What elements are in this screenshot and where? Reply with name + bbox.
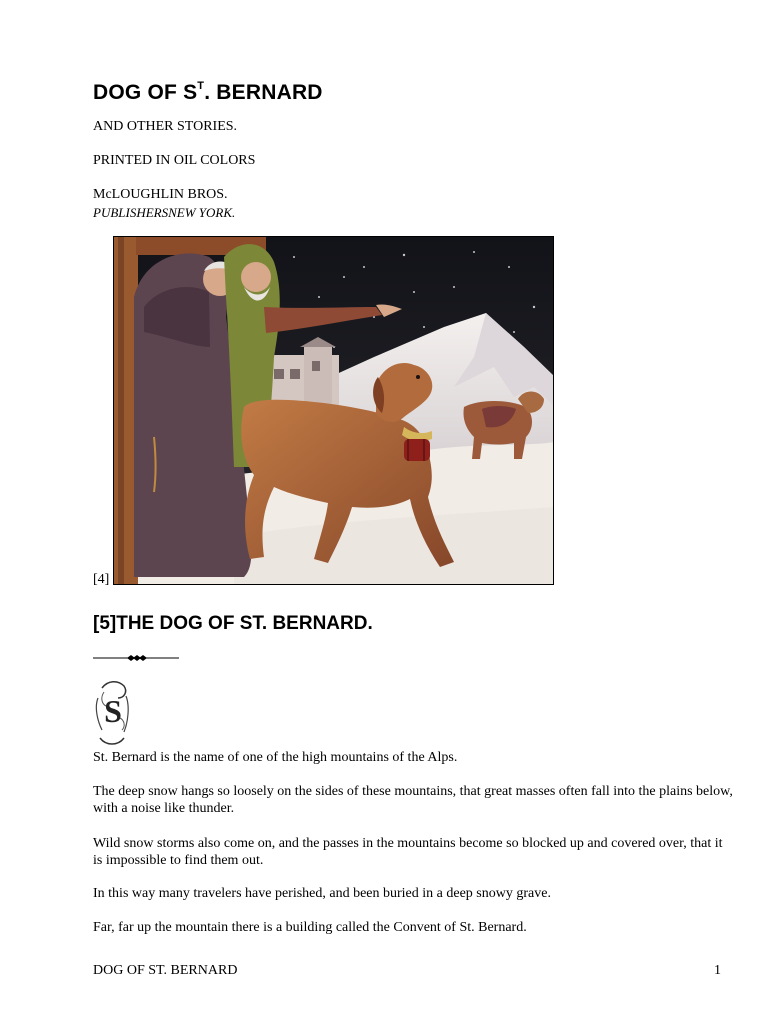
- decorative-dropcap-s-icon: [94, 678, 132, 753]
- paragraph-3: Wild snow storms also come on, and the passes in the mountains become so blocked up and covered over, that it is impossible to find them out.: [93, 836, 723, 868]
- chapter-heading: [5]THE DOG OF ST. BERNARD.: [93, 613, 373, 634]
- footer-page-number: 1: [714, 963, 721, 978]
- paragraph-1: St. Bernard is the name of one of the high mountains of the Alps.: [93, 750, 458, 765]
- monks-and-dogs-illustration: [113, 236, 554, 585]
- printing-note: PRINTED IN OIL COLORS: [93, 153, 256, 168]
- publisher-place: PUBLISHERSNEW YORK.: [93, 205, 236, 220]
- paragraph-5: Far, far up the mountain there is a building called the Convent of St. Bernard.: [93, 920, 527, 935]
- document-title: DOG OF $S^T$. BERNARD: [93, 80, 323, 104]
- svg-text:S: S: [104, 693, 122, 729]
- page-marker-4: [4]: [93, 572, 110, 587]
- footer-running-title: DOG OF ST. BERNARD: [93, 963, 238, 978]
- ornamental-divider-icon: [93, 650, 179, 668]
- subtitle: AND OTHER STORIES.: [93, 119, 238, 134]
- paragraph-2: The deep snow hangs so loosely on the sides of these mountains, that great masses often fall into the plains below, with a noise like thunder.: [93, 784, 733, 816]
- paragraph-4: In this way many travelers have perished, and been buried in a deep snowy grave.: [93, 886, 551, 901]
- publisher-name: McLOUGHLIN BROS.: [93, 187, 228, 202]
